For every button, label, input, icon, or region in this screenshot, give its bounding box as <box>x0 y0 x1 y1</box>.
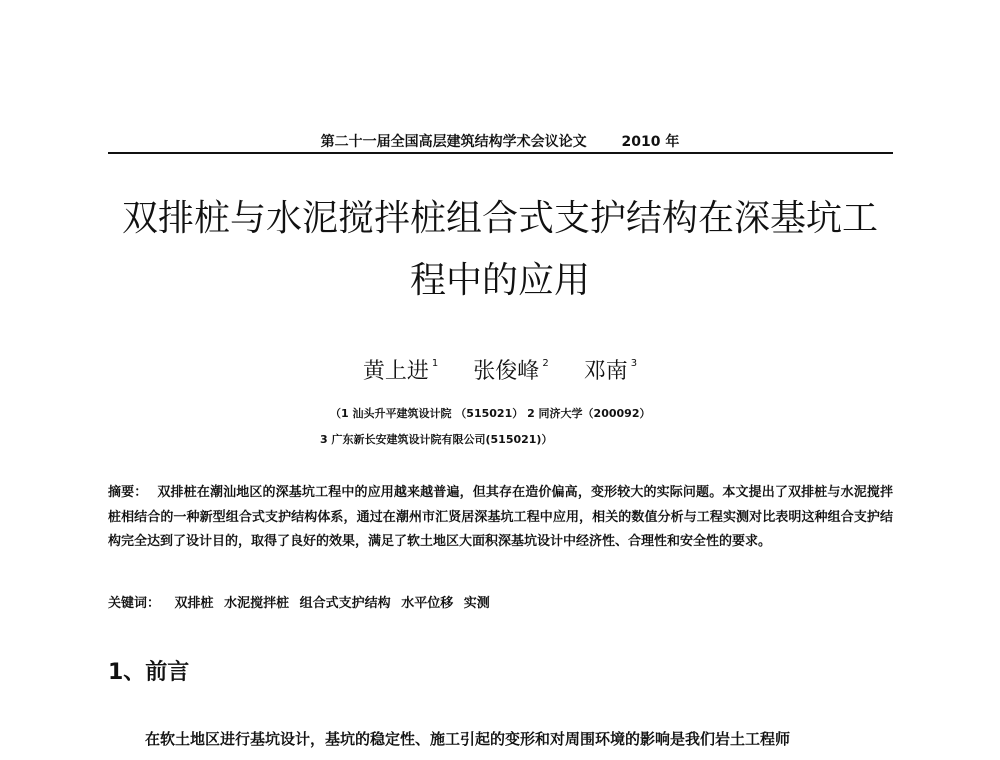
keyword: 实测 <box>463 596 490 611</box>
affiliation-line-2: 3 广东新长安建筑设计院有限公司(515021)） <box>320 433 553 446</box>
affiliation-mark: 3 <box>630 358 638 369</box>
conference-year: 2010 年 <box>621 134 680 150</box>
title-line-2: 程中的应用 <box>409 260 590 301</box>
keywords <box>108 592 893 611</box>
author-list <box>100 354 900 385</box>
abstract-text: 双排桩在潮汕地区的深基坑工程中的应用越来越普遍，但其存在造价偏高，变形较大的实际问题。本文提出了双排桩与水泥搅拌桩相结合的一种新型组合式支护结构体系，通过在潮州市汇贤居深基坑工程中应用，相关的数值分析与工程实测对比表明这种组合支护结构完全达到了设计目的，取得了良好的效果，满足了软土地区大面积深基坑设计中经济性、合理性和安全性的要求。 <box>108 485 893 549</box>
affiliation-mark: 2 <box>542 358 549 369</box>
abstract-label: 摘要： <box>108 485 148 500</box>
running-header <box>110 131 890 151</box>
header-rule <box>108 152 893 154</box>
keyword: 水平位移 <box>401 596 454 611</box>
conference-name: 第二十一届全国高层建筑结构学术会议论文 <box>320 134 587 150</box>
keyword: 水泥搅拌桩 <box>224 596 290 611</box>
section-heading: 1、前言 <box>108 660 190 685</box>
body-paragraph: 在软土地区进行基坑设计，基坑的稳定性、施工引起的变形和对周围环境的影响是我们岩土工程师 <box>145 730 791 748</box>
keyword: 双排桩 <box>174 596 214 611</box>
affiliation-line-1: （1 汕头升平建筑设计院 （515021） 2 同济大学（200092） <box>330 407 651 420</box>
author: 邓南 $^3$ <box>583 358 638 384</box>
keywords-label: 关键词： <box>108 596 161 611</box>
author: 黄上进 $^1$ <box>362 358 439 384</box>
paper-title <box>100 188 900 312</box>
author: 张俊峰 $^2$ <box>473 358 549 384</box>
abstract <box>108 481 893 555</box>
keyword: 组合式支护结构 <box>299 596 391 611</box>
title-line-1: 双排桩与水泥搅拌桩组合式支护结构在深基坑工 <box>121 198 878 239</box>
affiliation-mark: 1 <box>431 358 439 369</box>
